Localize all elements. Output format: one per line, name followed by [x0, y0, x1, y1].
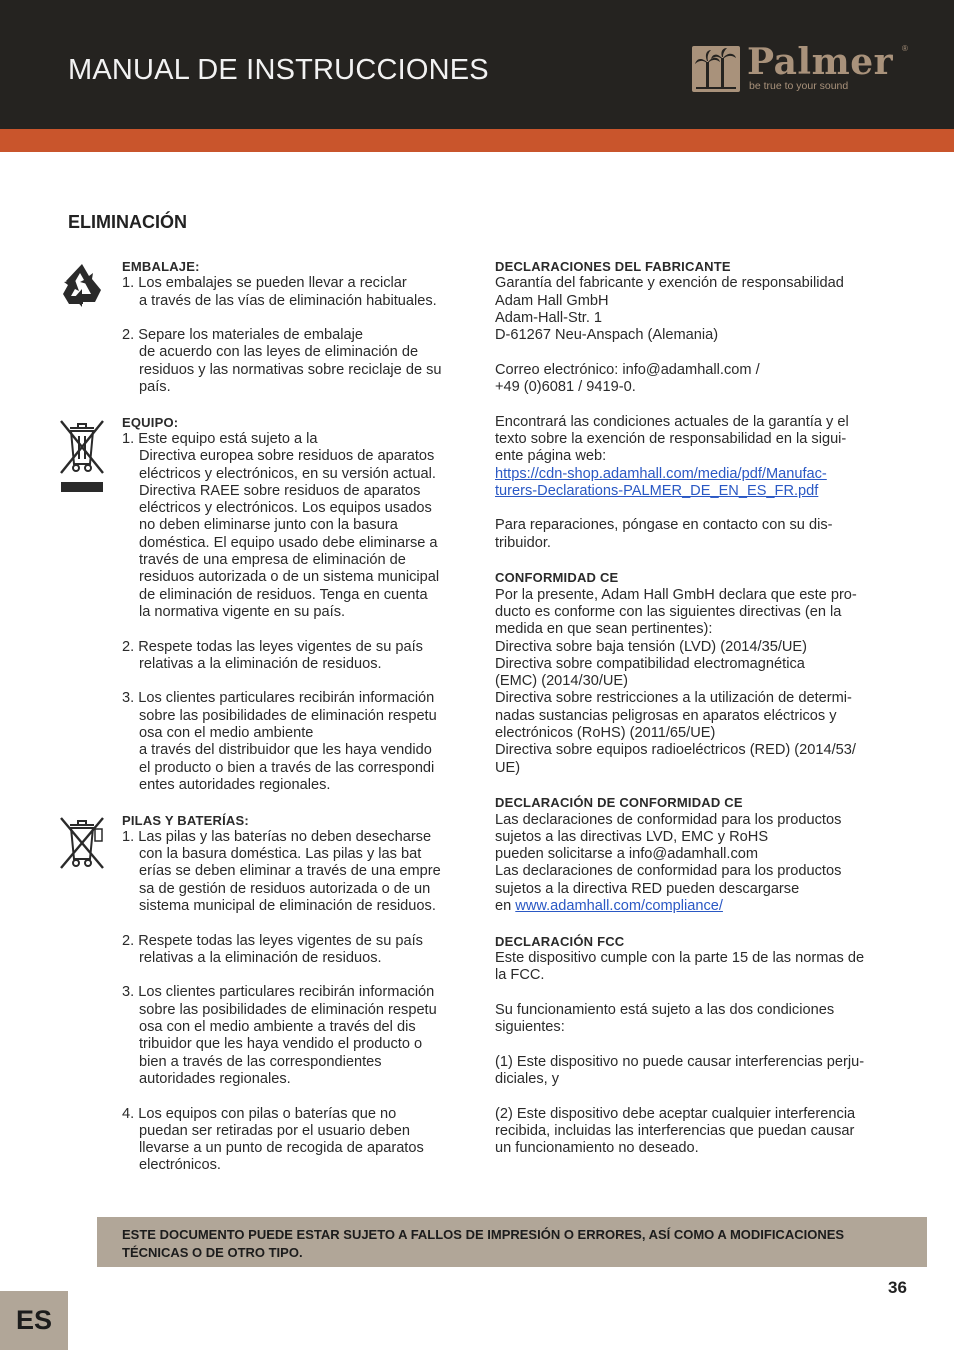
left-column	[122, 258, 487, 1175]
disclaimer-box	[97, 1217, 927, 1267]
fcc-p2: Su funcionamiento está sujeto a las dos condiciones siguientes:	[495, 1001, 835, 1036]
crossed-bin-icon	[57, 418, 107, 499]
equipo-item-1: 1. Este equipo está sujeto a la Directiva europea sobre residuos de aparatos eléctricos y electrónicos, en su versión actual. Directiva RAEE sobre residuos de aparatos eléctricos y electrónicos. Los equipos usados no deben eliminarse junto con la basura doméstica. El equipo usado debe eliminarse a través de una empresa de eliminación de residuos autorizada o de un sistema municipal de eliminación de residuos. Tenga en cuenta la normativa vigente en su país.	[122, 430, 440, 620]
palm-tree-icon	[692, 46, 740, 92]
registered-mark: ®	[902, 44, 908, 53]
pilas-item-1: 1. Las pilas y las baterías no deben desecharse con la basura doméstica. Las pilas y las bat erías se deben eliminar a través de una empre sa de gestión de residuos autorizada o de un sistema municipal de eliminación de residuos.	[122, 828, 441, 914]
ce-heading: CONFORMIDAD CE	[495, 570, 619, 586]
equipo-item-2: 2. Respete todas las leyes vigentes de su país relativas a la eliminación de residuos.	[122, 638, 423, 672]
pilas-heading: PILAS Y BATERÍAS:	[122, 812, 249, 828]
fabricante-warranty-text: Encontrará las condiciones actuales de la garantía y el texto sobre la exención de responsabilidad en la sigui- ente página web:	[495, 413, 849, 465]
section-title: ELIMINACIÓN	[68, 212, 187, 232]
compliance-prefix: en	[495, 897, 516, 914]
right-column	[495, 258, 915, 1157]
declaracion-ce-heading: DECLARACIÓN DE CONFORMIDAD CE	[495, 795, 743, 811]
embalaje-heading: EMBALAJE:	[122, 259, 200, 274]
language-code: ES	[16, 1305, 53, 1335]
page-header	[0, 0, 954, 129]
warranty-pdf-link[interactable]: https://cdn-shop.adamhall.com/media/pdf/Manufac- turers-Declarations-PALMER_DE_EN_ES_FR.pdf	[495, 465, 827, 499]
fcc-heading: DECLARACIÓN FCC	[495, 933, 625, 949]
pilas-item-3: 3. Los clientes particulares recibirán información sobre las posibilidades de eliminación respetu osa con el medio ambiente a través del dis tribuidor que les haya vendido el producto o bien a través de las correspondientes autoridades regionales.	[122, 984, 437, 1087]
equipo-item-3: 3. Los clientes particulares recibirán información sobre las posibilidades de eliminación respetu osa con el medio ambiente a través del distribuidor que les haya vendido el producto o bien a través de las correspondi entes autoridades regionales.	[122, 690, 437, 793]
fcc-p3: (1) Este dispositivo no puede causar interferencias perju- diciales, y	[495, 1053, 865, 1087]
logo-wordmark: Palmer	[747, 41, 894, 83]
compliance-link[interactable]: www.adamhall.com/compliance/	[515, 897, 723, 914]
language-tab	[0, 1291, 68, 1350]
disclaimer-text: ESTE DOCUMENTO PUEDE ESTAR SUJETO A FALLOS DE IMPRESIÓN O ERRORES, ASÍ COMO A MODIFICACIONES TÉCNICAS O DE OTRO TIPO.	[122, 1227, 845, 1260]
fabricante-address: Garantía del fabricante y exención de responsabilidad Adam Hall GmbH Adam-Hall-Str. 1 D-61267 Neu-Anspach (Alemania)	[495, 275, 844, 344]
embalaje-item-2: 2. Separe los materiales de embalaje de acuerdo con las leyes de eliminación de residuos y las normativas sobre reciclaje de su país.	[122, 327, 442, 396]
fcc-p1: Este dispositivo cumple con la parte 15 de las normas de la FCC.	[495, 949, 865, 984]
declaracion-ce-body: Las declaraciones de conformidad para los productos sujetos a las directivas LVD, EMC y RoHS pueden solicitarse a info@adamhall.com Las declaraciones de conformidad para los productos sujetos a la directiva RED pueden descargarse	[495, 811, 842, 897]
fcc-p4: (2) Este dispositivo debe aceptar cualquier interferencia recibida, incluidas las interferencias que puedan causar un funcionamiento no deseado.	[495, 1105, 856, 1157]
recycle-icon	[58, 260, 106, 313]
equipo-heading: EQUIPO:	[122, 414, 179, 430]
embalaje-item-1: 1. Los embalajes se pueden llevar a reciclar a través de las vías de eliminación habituales.	[122, 275, 437, 309]
crossed-bin-battery-icon	[57, 815, 107, 875]
ce-body: Por la presente, Adam Hall GmbH declara que este pro- ducto es conforme con las siguientes directivas (en la medida en que sean pertinentes): Directiva sobre baja tensión (LVD) (2014/35/UE) Directiva sobre compatibilidad electromagnética (EMC) (2014/30/UE) Directiva sobre restricciones a la utilización de determi- nadas sustancias peligrosas en aparatos eléctricos y electrónicos (RoHS) (2011/65/UE) Directiva sobre equipos radioeléctricos (RED) (2014/53/ UE)	[495, 586, 857, 776]
page-number: 36	[888, 1278, 907, 1297]
fabricante-heading: DECLARACIONES DEL FABRICANTE	[495, 259, 731, 274]
pilas-item-2: 2. Respete todas las leyes vigentes de su país relativas a la eliminación de residuos.	[122, 932, 423, 966]
document-title: MANUAL DE INSTRUCCIONES	[68, 54, 489, 86]
fabricante-repairs: Para reparaciones, póngase en contacto con su dis- tribuidor.	[495, 517, 833, 551]
header-accent-stripe	[0, 129, 954, 152]
pilas-item-4: 4. Los equipos con pilas o baterías que no puedan ser retiradas por el usuario deben llevarse a un punto de recogida de aparatos electrónicos.	[122, 1105, 424, 1174]
fabricante-contact: Correo electrónico: info@adamhall.com / +49 (0)6081 / 9419-0.	[495, 361, 760, 396]
compliance-line	[495, 898, 915, 915]
logo-tagline: be true to your sound	[749, 80, 849, 92]
